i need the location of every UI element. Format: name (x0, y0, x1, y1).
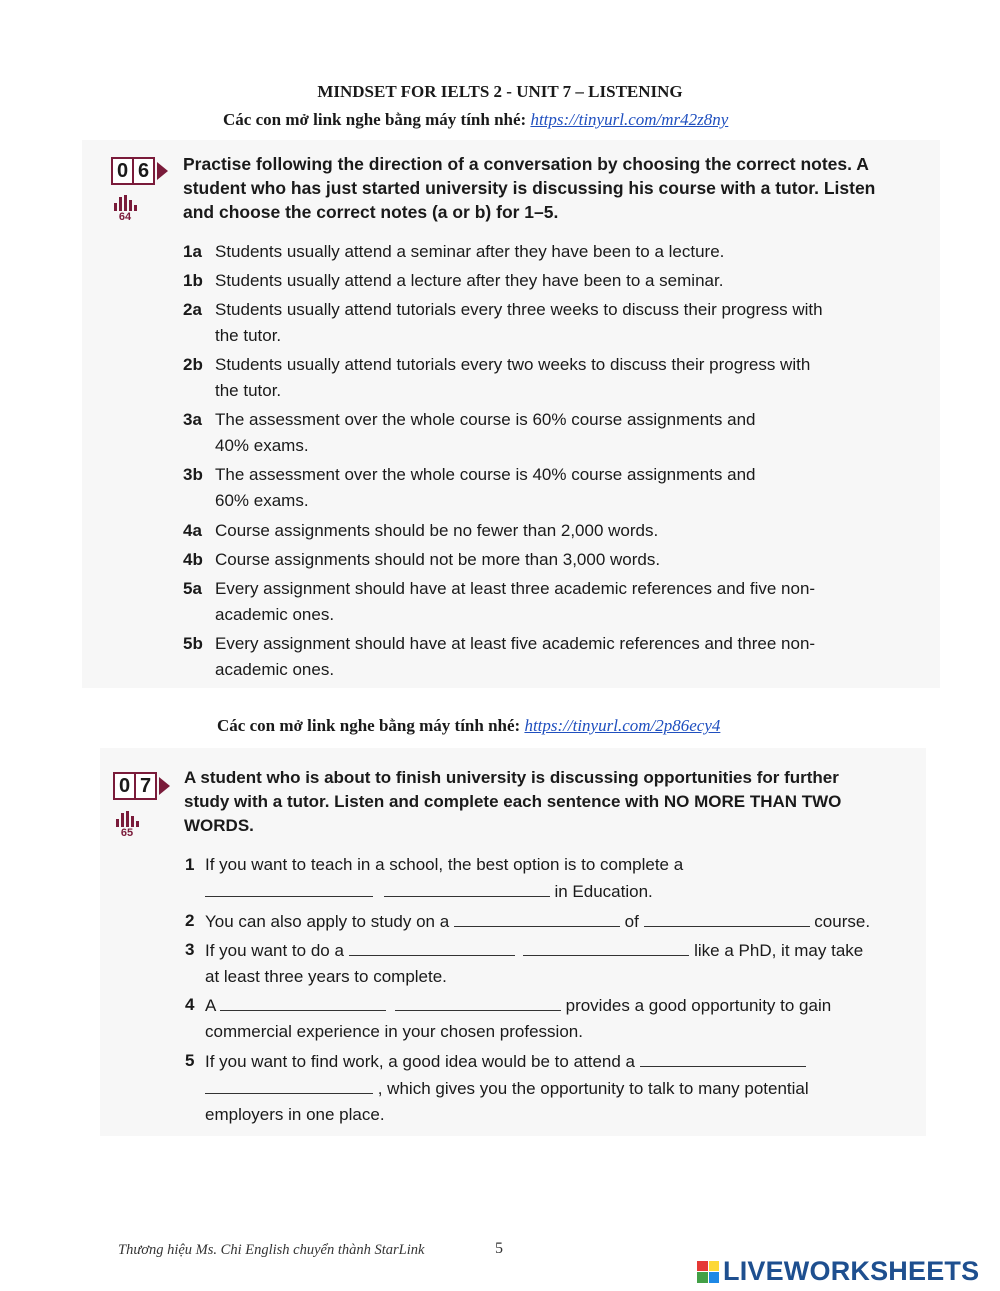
answer-blank[interactable] (640, 1048, 806, 1067)
question-text: course. (814, 912, 871, 931)
instruction-line: Practise following the direction of a conversation by choosing the correct notes. A (183, 154, 869, 174)
question-text: commercial experience in your chosen profession. (205, 1022, 583, 1041)
option-label: 3b (183, 465, 203, 484)
instruction-line: and choose the correct notes (a or b) for 1–5. (183, 202, 559, 222)
badge-digit: 0 (111, 157, 134, 185)
option-text: The assessment over the whole course is 40% course assignments and (215, 465, 756, 484)
option-text: academic ones. (215, 605, 335, 624)
note-option-4a[interactable] (183, 518, 913, 544)
question-text: A (205, 996, 216, 1015)
question-2 (185, 908, 915, 935)
option-text: academic ones. (215, 660, 335, 679)
note-option-1b[interactable] (183, 268, 913, 294)
instruction-line: WORDS. (184, 816, 254, 835)
exercise-06-badge (111, 157, 168, 185)
option-label: 5b (183, 634, 203, 653)
audio-bars-icon (110, 195, 140, 211)
option-text: Course assignments should be no fewer than 2,000 words. (215, 521, 659, 540)
note-option-4b[interactable] (183, 547, 913, 573)
audio-bars-icon (112, 811, 142, 827)
answer-blank[interactable] (205, 878, 373, 897)
question-text: in Education. (554, 882, 653, 901)
option-text: Students usually attend a seminar after they have been to a lecture. (215, 242, 725, 261)
badge-digit: 7 (134, 772, 157, 800)
option-label: 1a (183, 242, 202, 261)
liveworksheets-brand[interactable] (697, 1256, 979, 1287)
question-text: employers in one place. (205, 1105, 385, 1124)
answer-blank[interactable] (523, 937, 689, 956)
link-prefix-2: Các con mở link nghe bằng máy tính nhé: (217, 716, 525, 735)
answer-blank[interactable] (349, 937, 515, 956)
question-text: like a PhD, it may take (694, 941, 864, 960)
option-text: 60% exams. (215, 491, 309, 510)
link-prefix-1: Các con mở link nghe bằng máy tính nhé: (223, 110, 531, 129)
answer-blank[interactable] (220, 992, 386, 1011)
link-line-1 (223, 110, 728, 130)
option-text: the tutor. (215, 381, 282, 400)
page-number: 5 (495, 1240, 503, 1257)
answer-blank[interactable] (644, 908, 810, 927)
question-text: If you want to do a (205, 941, 344, 960)
question-text: at least three years to complete. (205, 967, 447, 986)
option-text: Students usually attend tutorials every two weeks to discuss their progress with (215, 355, 811, 374)
option-text: Students usually attend a lecture after they have been to a seminar. (215, 271, 724, 290)
answer-blank[interactable] (384, 878, 550, 897)
note-option-3a[interactable] (183, 407, 913, 459)
question-1 (185, 852, 905, 905)
answer-blank[interactable] (395, 992, 561, 1011)
option-label: 4b (183, 550, 203, 569)
question-text: If you want to teach in a school, the best option is to complete a (205, 855, 684, 874)
option-label: 2b (183, 355, 203, 374)
note-option-1a[interactable] (183, 239, 913, 265)
exercise-06-instructions (183, 152, 903, 224)
question-number: 4 (185, 995, 195, 1014)
option-label: 1b (183, 271, 203, 290)
note-option-5a[interactable] (183, 576, 913, 628)
question-3 (185, 937, 905, 990)
page-title: MINDSET FOR IELTS 2 - UNIT 7 – LISTENING (317, 82, 683, 101)
question-5 (185, 1048, 905, 1128)
question-text: , which gives you the opportunity to talk to many potential (377, 1079, 809, 1098)
brand-name: LIVEWORKSHEETS (723, 1256, 980, 1286)
option-text: Students usually attend tutorials every three weeks to discuss their progress with (215, 300, 823, 319)
instruction-line: A student who is about to finish university is discussing opportunities for further (184, 768, 839, 787)
question-4 (185, 992, 905, 1045)
note-option-2b[interactable] (183, 352, 913, 404)
badge-digit: 0 (113, 772, 136, 800)
answer-blank[interactable] (454, 908, 620, 927)
question-number: 1 (185, 855, 195, 874)
note-option-5b[interactable] (183, 631, 913, 683)
option-text: The assessment over the whole course is 60% course assignments and (215, 410, 756, 429)
link-line-2 (217, 716, 720, 736)
audio-track-06 (110, 195, 140, 223)
liveworksheets-logo-icon (697, 1261, 719, 1283)
option-text: Course assignments should not be more than 3,000 words. (215, 550, 661, 569)
question-text: provides a good opportunity to gain (565, 996, 832, 1015)
track-number: 64 (118, 211, 132, 223)
instruction-line: study with a tutor. Listen and complete each sentence with NO MORE THAN TWO (184, 792, 842, 811)
track-number: 65 (120, 827, 134, 839)
badge-digit: 6 (132, 157, 155, 185)
question-number: 5 (185, 1051, 195, 1070)
question-text: You can also apply to study on a (205, 912, 450, 931)
question-number: 3 (185, 940, 195, 959)
play-arrow-icon[interactable] (159, 777, 170, 795)
option-label: 4a (183, 521, 202, 540)
audio-track-07 (112, 811, 142, 839)
exercise-07-instructions (184, 766, 904, 838)
answer-blank[interactable] (205, 1075, 373, 1094)
audio-link-1[interactable]: https://tinyurl.com/mr42z8ny (530, 110, 729, 129)
footer-text: Thương hiệu Ms. Chi English chuyển thành StarLink (118, 1242, 425, 1258)
play-arrow-icon[interactable] (157, 162, 168, 180)
option-text: Every assignment should have at least five academic references and three non- (215, 634, 816, 653)
note-option-3b[interactable] (183, 462, 913, 514)
option-label: 2a (183, 300, 202, 319)
instruction-line: student who has just started university is discussing his course with a tutor. Listen (183, 178, 876, 198)
question-number: 2 (185, 911, 195, 930)
option-label: 3a (183, 410, 202, 429)
exercise-07-badge (113, 772, 170, 800)
option-text: Every assignment should have at least three academic references and five non- (215, 579, 816, 598)
audio-link-2[interactable]: https://tinyurl.com/2p86ecy4 (524, 716, 721, 735)
question-text: If you want to find work, a good idea would be to attend a (205, 1052, 636, 1071)
option-text: the tutor. (215, 326, 282, 345)
note-option-2a[interactable] (183, 297, 913, 349)
option-text: 40% exams. (215, 436, 309, 455)
option-label: 5a (183, 579, 202, 598)
question-text: of (624, 912, 639, 931)
